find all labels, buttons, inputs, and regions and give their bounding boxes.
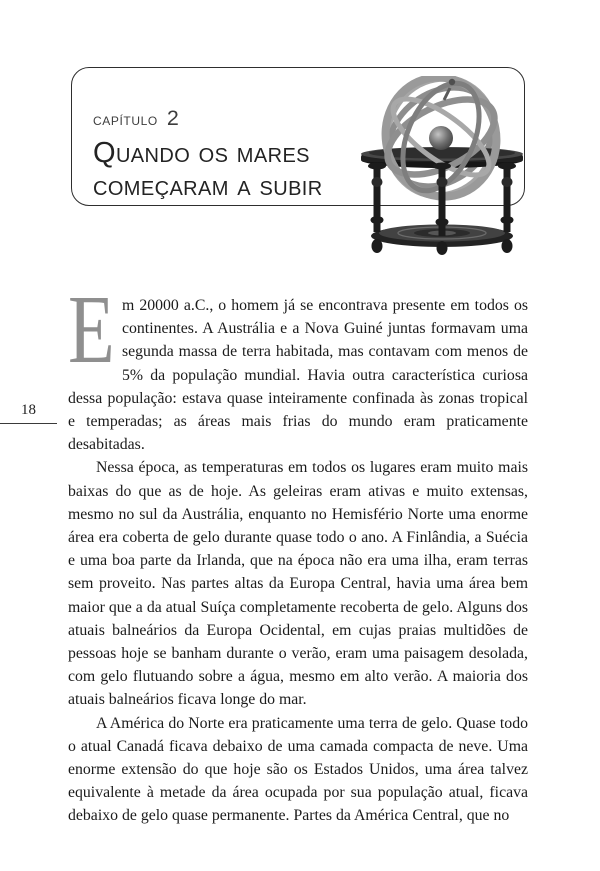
paragraph-3-text: A América do Norte era praticamente uma terra de gelo. Quase todo o atual Canadá ficava debaixo de uma camada compacta de neve. Uma enorme extensão do que hoje são os Estados Unidos, uma área talvez equivalente à metade da área ocupada por sua população atual, ficava debaixo de gelo quase permanente. Partes da América Central, que no (68, 714, 528, 825)
page-number-block (0, 402, 57, 424)
chapter-title-line-1: Quando os mares (93, 137, 310, 169)
page-number: 18 (21, 402, 36, 418)
chapter-kicker-label: capítulo (93, 109, 158, 129)
chapter-title-line-2: começaram a subir (93, 170, 323, 202)
paragraph-1 (68, 276, 528, 456)
armillary-sphere-icon (356, 76, 528, 256)
body-text (68, 276, 528, 828)
paragraph-3 (68, 712, 528, 828)
paragraph-2-text: Nessa época, as temperaturas em todos os lugares eram muito mais baixas do que as de hoje. As geleiras eram ativas e muito extensas, mesmo no sul da Austrália, enquanto no Hemisfério Norte uma enorme área era coberta de gelo durante quase todo o ano. A Finlândia, a Suécia e uma boa parte da Irlanda, que na época não era uma ilha, eram terras sem proveito. Nas partes altas da Europa Central, havia uma área bem maior que a da atual Suíça completamente recoberta de gelo. Alguns dos atuais balneários da Europa Ocidental, em cujas praias multidões de pessoas hoje se banham durante o verão, eram uma paisagem desolada, com gelo flutuando sobre a água, mesmo em alto verão. A maioria dos atuais balneários ficava longe do mar. (68, 459, 528, 709)
chapter-number: 2 (166, 106, 180, 130)
paragraph-1-text: m 20000 a.C., o homem já se encontrava presente em todos os continentes. A Austrália e a Nova Guiné juntas formavam uma segunda massa de terra habitada, mas contavam com menos de 5% da população mundial. Havia outra característica curiosa dessa população: estava quase inteiramente confinada às zonas tropical e temperadas; as áreas mais frias do mundo eram praticamente desabitadas. (68, 297, 528, 454)
drop-cap: E (68, 276, 115, 384)
paragraph-2 (68, 456, 528, 711)
